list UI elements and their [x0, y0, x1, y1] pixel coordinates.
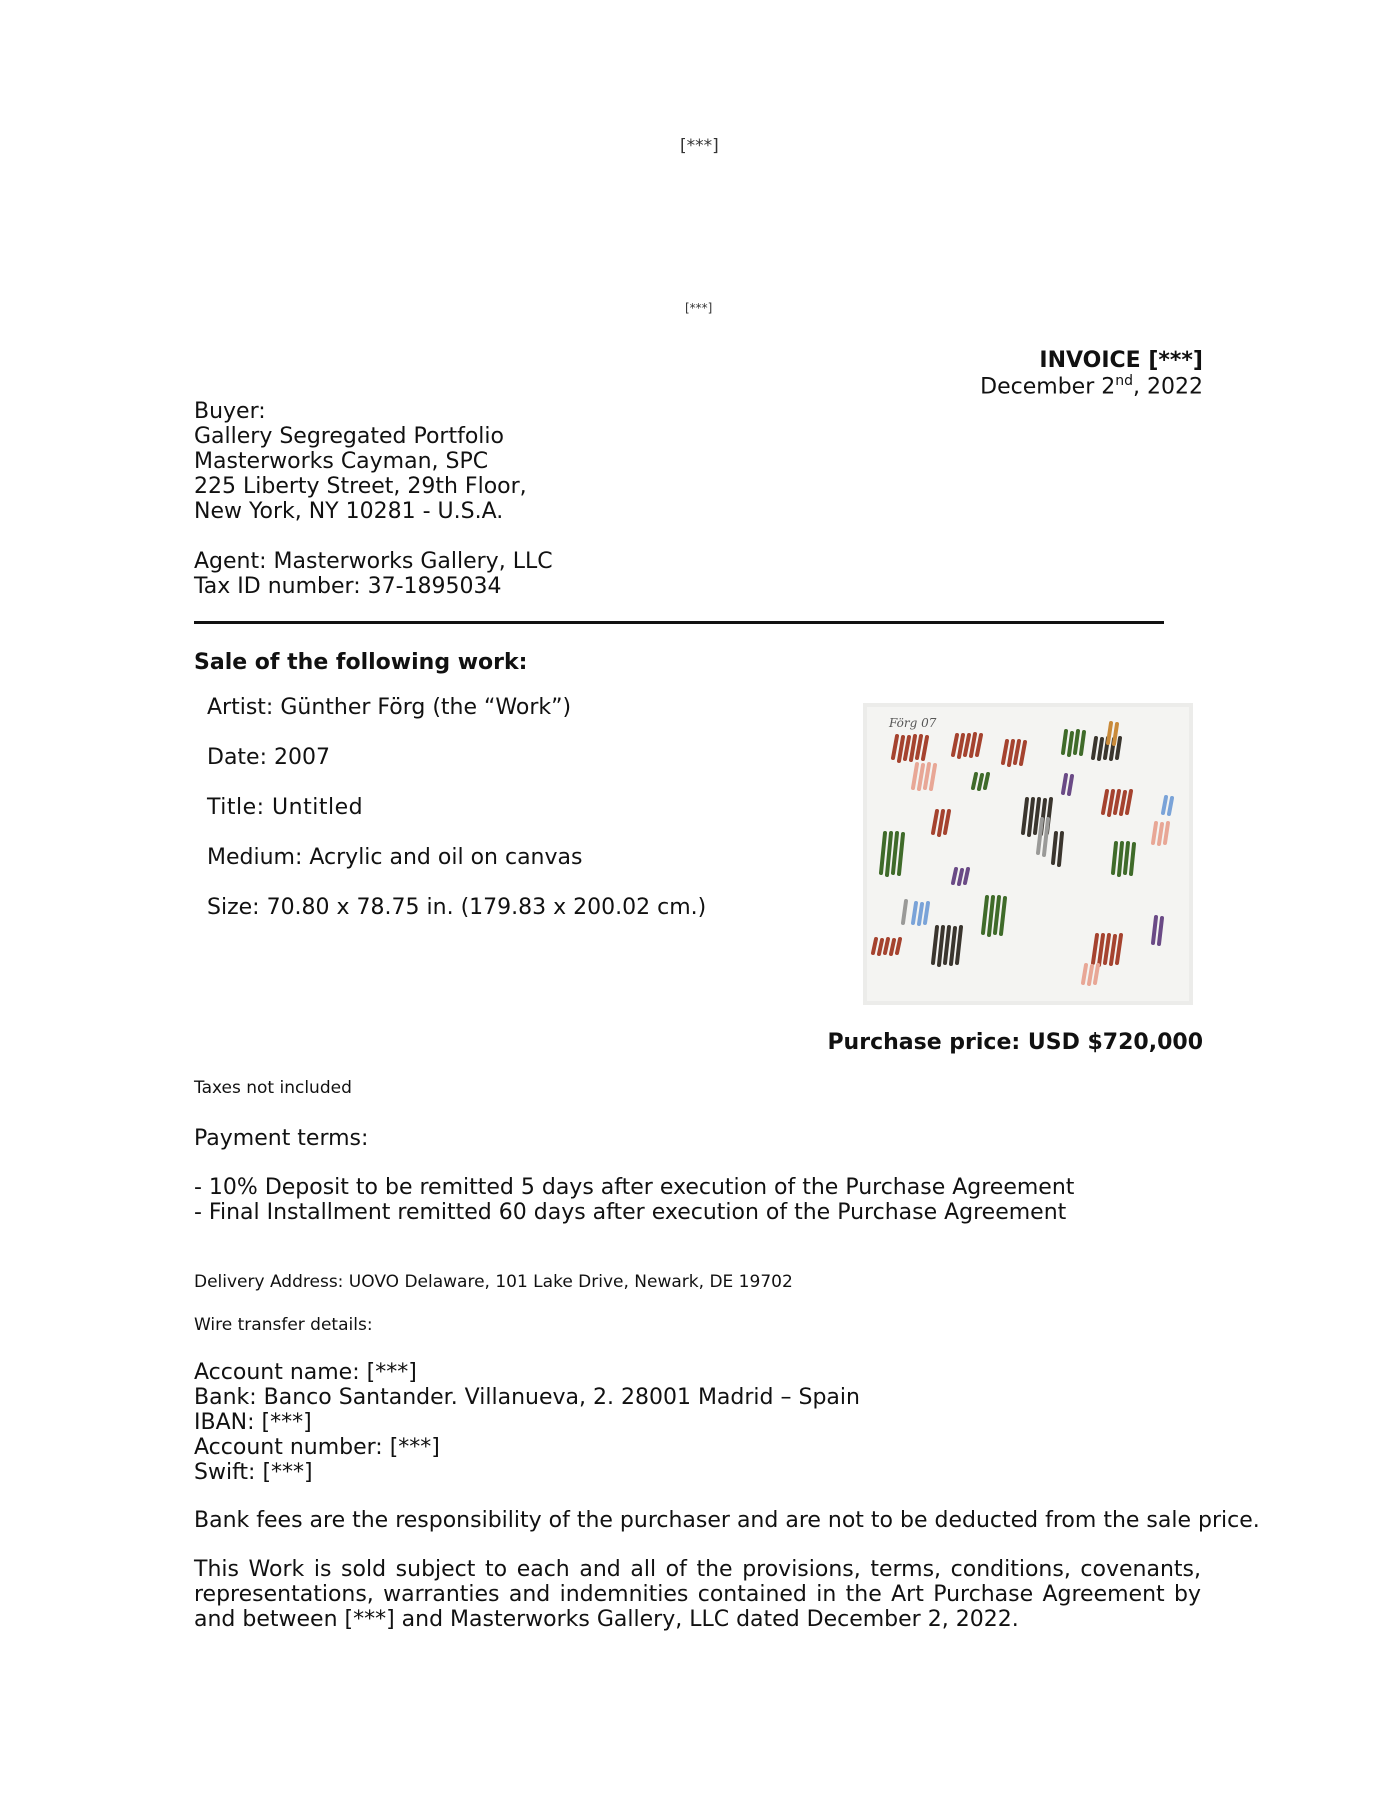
canvas-surface [867, 707, 1189, 1001]
tax-id-line: Tax ID number: 37-1895034 [194, 574, 502, 599]
account-number: Account number: [***] [194, 1435, 440, 1460]
date-line: Date: 2007 [207, 745, 330, 770]
agreement-paragraph: This Work is sold subject to each and all of the provisions, terms, conditions, covenants, representations, warranties and indemnities contained in the Art Purchase Agreement by and between [***] and Masterworks Gallery, LLC dated December 2, 2022. [194, 1557, 1201, 1632]
agent-line: Agent: Masterworks Gallery, LLC [194, 549, 553, 574]
buyer-line: 225 Liberty Street, 29th Floor, [194, 474, 527, 499]
payment-term: - Final Installment remitted 60 days after execution of the Purchase Agreement [194, 1200, 1067, 1225]
painting-signature: Förg 07 [889, 716, 937, 730]
buyer-label: Buyer: [194, 399, 266, 424]
sale-heading: Sale of the following work: [194, 650, 528, 675]
payment-terms-list [194, 1175, 1074, 1225]
header-redaction: [***] [680, 136, 719, 156]
medium-line: Medium: Acrylic and oil on canvas [207, 845, 583, 870]
swift-line: Swift: [***] [194, 1460, 313, 1485]
buyer-block [194, 399, 553, 599]
payment-terms-label: Payment terms: [194, 1126, 369, 1151]
purchase-price: Purchase price: USD $720,000 [827, 1030, 1203, 1055]
bank-line: Bank: Banco Santander. Villanueva, 2. 28001 Madrid – Spain [194, 1385, 860, 1410]
size-line: Size: 70.80 x 78.75 in. (179.83 x 200.02 cm.) [207, 895, 707, 920]
iban-line: IBAN: [***] [194, 1410, 312, 1435]
payment-term: - 10% Deposit to be remitted 5 days after execution of the Purchase Agreement [194, 1175, 1075, 1200]
buyer-line: Gallery Segregated Portfolio [194, 424, 504, 449]
invoice-date: December 2nd, 2022 [980, 373, 1203, 400]
artwork-image [863, 703, 1193, 1005]
artist-line: Artist: Günther Förg (the “Work”) [207, 695, 572, 720]
bank-fees-note: Bank fees are the responsibility of the purchaser and are not to be deducted from the sale price. [194, 1508, 1260, 1533]
buyer-line: New York, NY 10281 - U.S.A. [194, 499, 504, 524]
section-divider [194, 621, 1164, 624]
invoice-title: INVOICE [***] [1039, 348, 1203, 373]
account-name: Account name: [***] [194, 1360, 417, 1385]
delivery-address: Delivery Address: UOVO Delaware, 101 Lake Drive, Newark, DE 19702 [194, 1272, 793, 1292]
buyer-line: Masterworks Cayman, SPC [194, 449, 489, 474]
title-line: Title: Untitled [207, 795, 364, 820]
wire-transfer-label: Wire transfer details: [194, 1315, 373, 1335]
logo-redaction: [***] [685, 301, 713, 315]
wire-details [194, 1360, 860, 1485]
taxes-note: Taxes not included [194, 1078, 352, 1098]
